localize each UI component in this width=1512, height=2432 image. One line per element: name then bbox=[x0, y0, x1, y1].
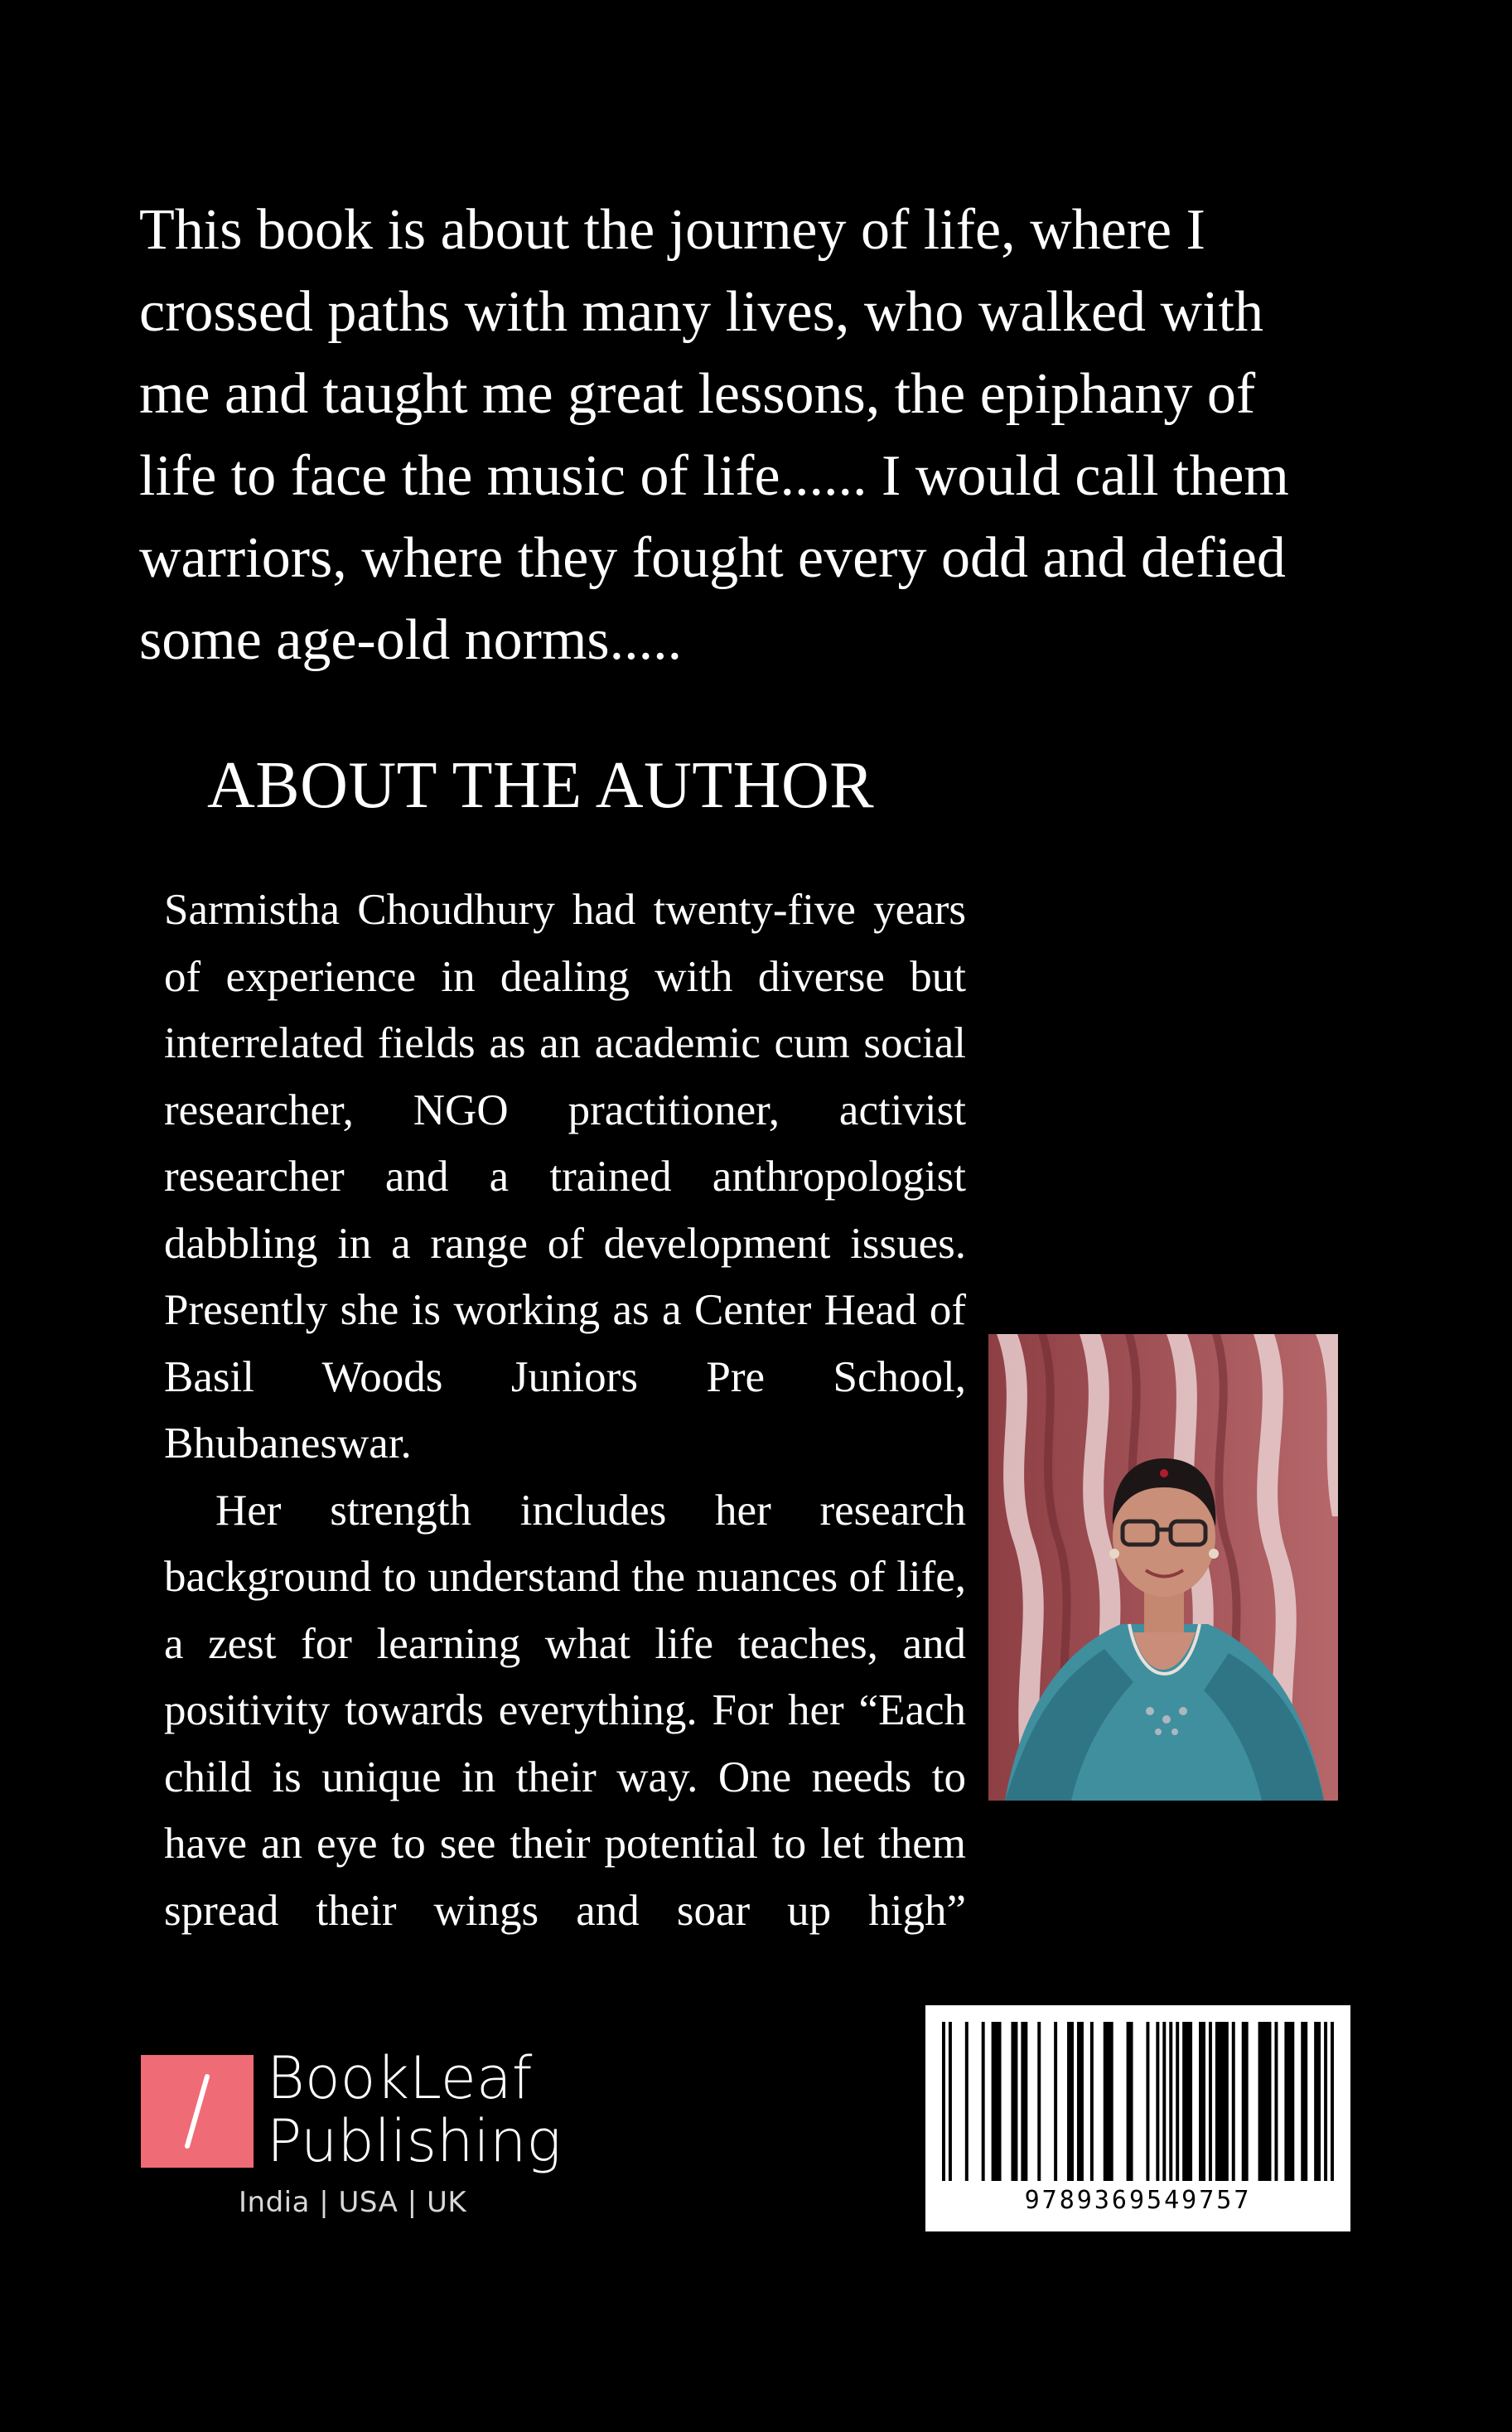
barcode-bar bbox=[965, 2022, 969, 2181]
barcode-bar bbox=[1324, 2022, 1327, 2181]
publisher-regions: India | USA | UK bbox=[239, 2186, 467, 2219]
isbn-number: 9789369549757 bbox=[1024, 2186, 1252, 2215]
barcode-bar bbox=[1232, 2022, 1235, 2181]
barcode-bar bbox=[1242, 2022, 1249, 2181]
barcode-bar bbox=[1146, 2022, 1149, 2181]
author-portrait-icon bbox=[988, 1334, 1338, 1801]
barcode-bar bbox=[942, 2022, 945, 2181]
barcode-bar bbox=[1156, 2022, 1159, 2181]
barcode-bar bbox=[1182, 2022, 1192, 2181]
barcode-bar bbox=[1011, 2022, 1017, 2181]
author-bio-paragraph-1: Sarmistha Choudhury had twenty-five years of experience in dealing with diverse but interrelated fields as an academic cum social researcher, NGO practitioner, activist researcher and a trained anthropologist dabbling in a range of development issues. Presently she is working as a Center Head of Basil Woods Juniors Pre School, Bhubaneswar. bbox=[164, 886, 966, 1467]
author-portrait-illustration bbox=[988, 1334, 1338, 1801]
about-author-heading: ABOUT THE AUTHOR bbox=[207, 749, 875, 822]
barcode-bar bbox=[1199, 2022, 1205, 2181]
barcode-bar bbox=[1176, 2022, 1179, 2181]
publisher-name bbox=[267, 2044, 562, 2175]
barcode-bar bbox=[1215, 2022, 1229, 2181]
publisher-name-line-1: BookLeaf bbox=[267, 2044, 533, 2112]
author-bio-paragraph-2: Her strength includes her research background to understand the nuances of life, a zest for learning what life teaches, and positivity towards everything. For her “Each child is unique in their way. One needs to have an eye to see their potential to let them spread their wings and soar up high” bbox=[164, 1486, 966, 1935]
barcode-bar bbox=[1314, 2022, 1321, 2181]
barcode-bar bbox=[982, 2022, 985, 2181]
barcode-bar bbox=[1301, 2022, 1307, 2181]
barcode-bar bbox=[1054, 2022, 1057, 2181]
author-bio bbox=[164, 877, 966, 1944]
barcode-bar bbox=[1077, 2022, 1084, 2181]
barcode-bar bbox=[1284, 2022, 1294, 2181]
publisher-logo-icon bbox=[141, 2055, 254, 2168]
barcode-bar bbox=[1162, 2022, 1166, 2181]
barcode-bar bbox=[1209, 2022, 1212, 2181]
isbn-barcode bbox=[925, 2005, 1350, 2231]
slash-icon bbox=[182, 2073, 212, 2149]
publisher-name-line-2: Publishing bbox=[267, 2107, 562, 2175]
barcode-bar bbox=[1169, 2022, 1172, 2181]
barcode-bar bbox=[1021, 2022, 1027, 2181]
barcode-bar bbox=[1331, 2022, 1334, 2181]
barcode-bar bbox=[1104, 2022, 1113, 2181]
barcode-bar bbox=[1037, 2022, 1041, 2181]
barcode-bar bbox=[1067, 2022, 1074, 2181]
barcode-bar bbox=[1258, 2022, 1272, 2181]
back-cover-blurb: This book is about the journey of life, where I crossed paths with many lives, who walked with me and taught me great lessons, the epiphany of life to face the music of life...... I would call them warriors, where they fought every odd and defied some age-old norms..... bbox=[139, 198, 1289, 672]
barcode-bar bbox=[1127, 2022, 1133, 2181]
barcode-bar bbox=[949, 2022, 952, 2181]
barcode-bar bbox=[1274, 2022, 1278, 2181]
barcode-icon bbox=[942, 2022, 1334, 2181]
barcode-bar bbox=[1090, 2022, 1094, 2181]
barcode-bar bbox=[992, 2022, 1002, 2181]
